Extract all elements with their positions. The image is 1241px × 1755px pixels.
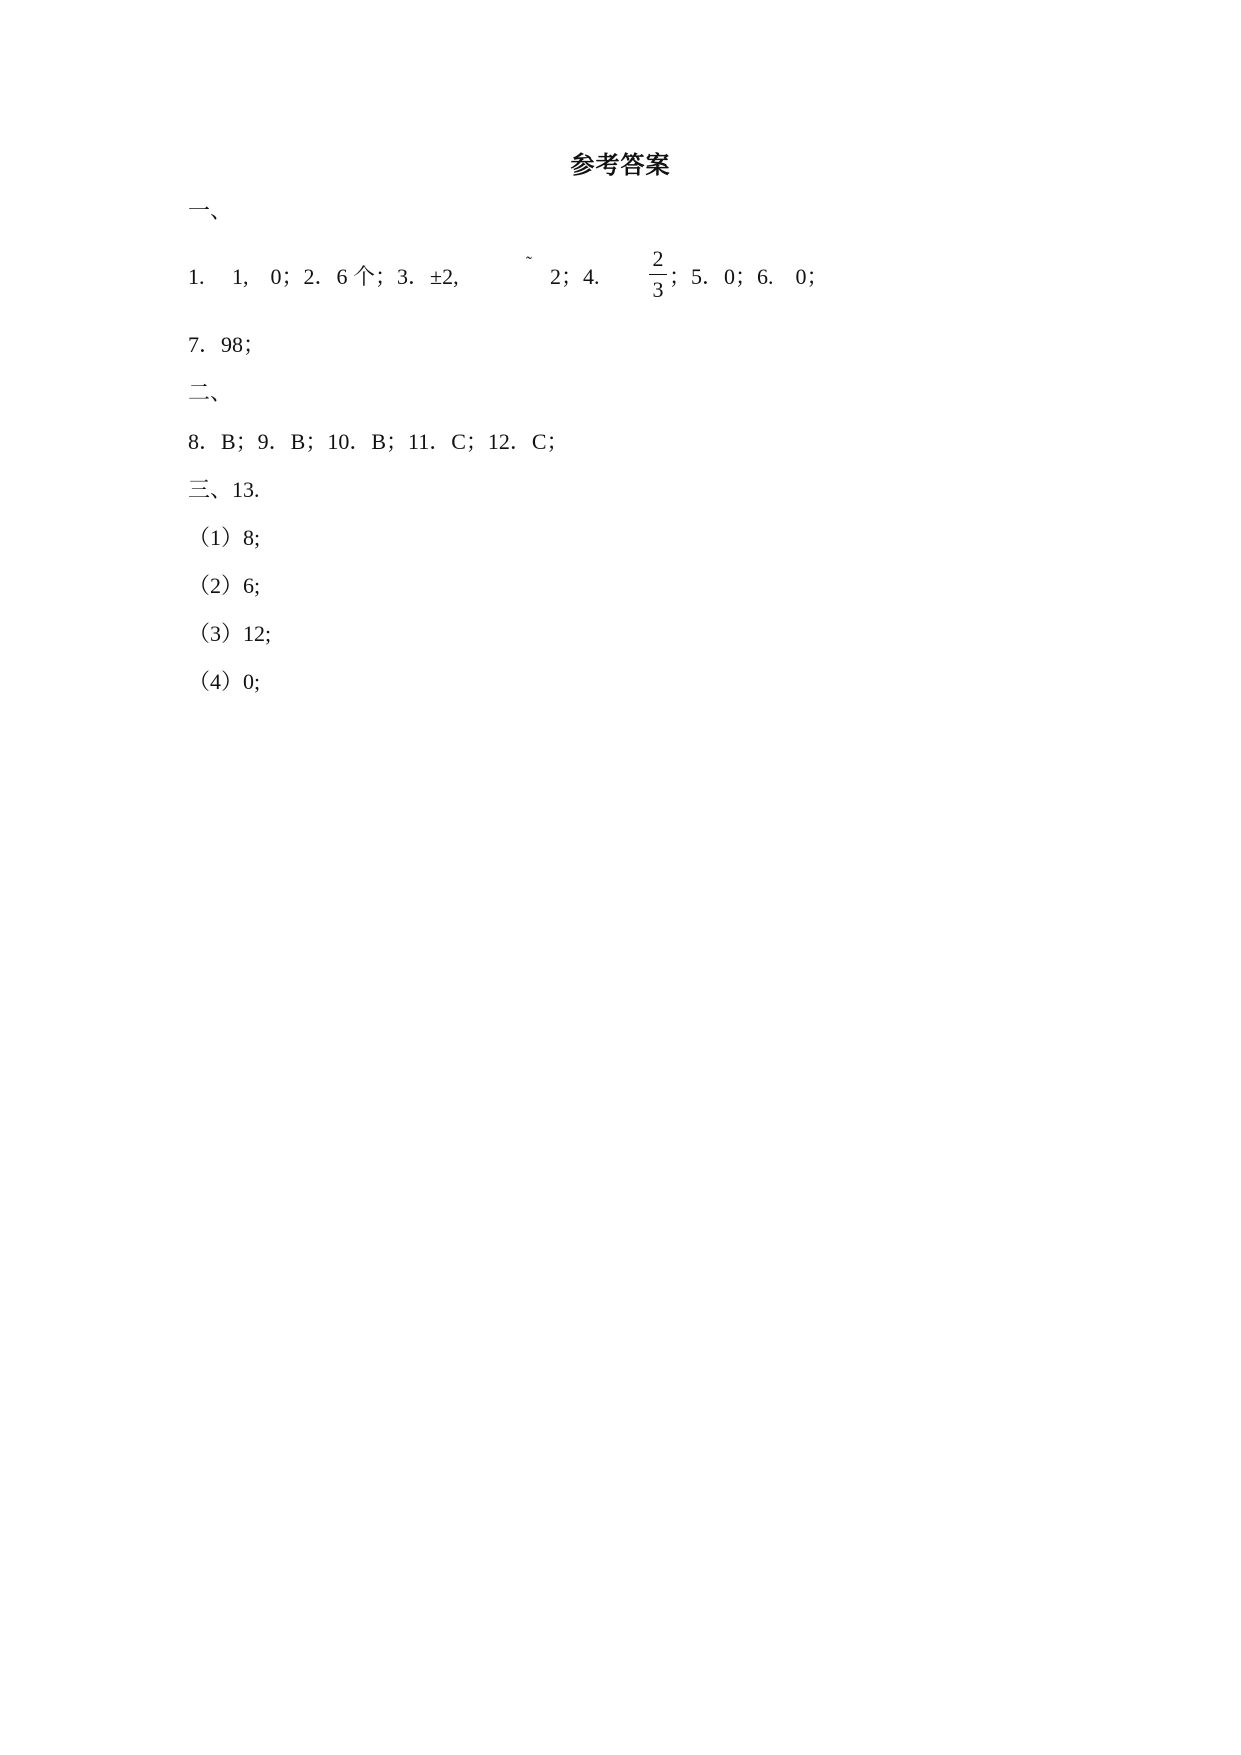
fraction-bar [649, 274, 667, 275]
fraction-numerator: 2 [652, 246, 664, 271]
answers-q5-q6: ；5．0；6. 0； [669, 264, 829, 289]
answers-row-2: 7．98； [188, 332, 266, 357]
answers-q1-q3: 1. 1, 0；2．6 个；3．±2, [188, 264, 459, 289]
section-heading-3: 三、13. [188, 477, 260, 502]
fraction [648, 245, 668, 304]
section-heading-2: 二、 [188, 380, 233, 405]
list-item: （4）0; [188, 669, 261, 694]
page-title: 参考答案 [570, 153, 671, 179]
answers-choice-row: 8．B；9．B；10．B；11．C；12．C； [188, 429, 569, 454]
tilde-mark: ˜ [526, 253, 532, 273]
list-item: （1）8; [188, 525, 261, 550]
list-item: （2）6; [188, 573, 261, 598]
fraction-denominator: 3 [652, 277, 664, 302]
list-item: （3）12; [188, 621, 272, 646]
answers-q3-q4: 2；4. [550, 264, 600, 289]
section-heading-1: 一、 [188, 198, 233, 223]
